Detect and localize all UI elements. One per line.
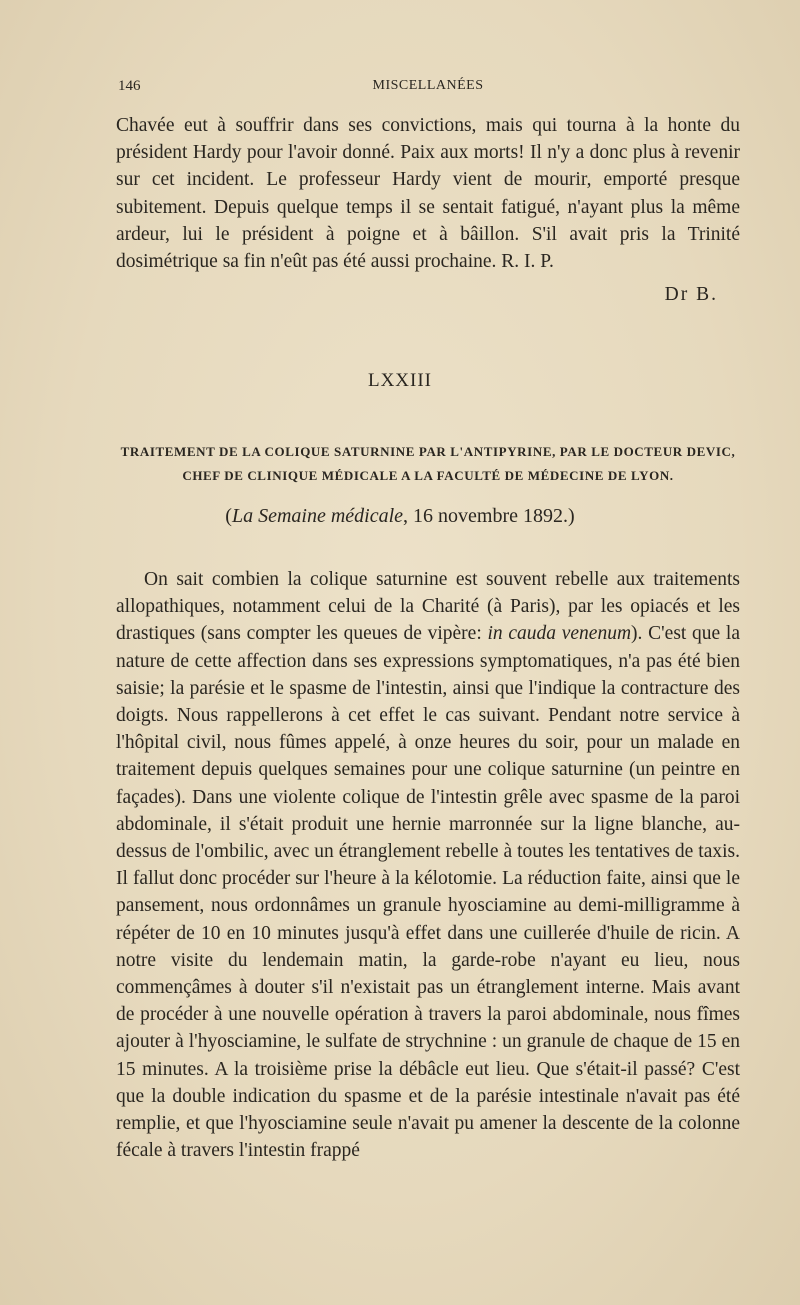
source-journal: La Semaine médicale: [231, 505, 404, 527]
page-header: [118, 78, 738, 100]
source-citation: [0, 505, 800, 528]
source-date: , 16 novembre 1892.): [403, 505, 575, 527]
running-head: MISCELLANÉES: [372, 78, 484, 93]
paragraph-2-part-1: On sait combien la colique saturnine est souvent rebelle aux traitements allopathiques, notamment celui de la Charité (à Paris), par les opiacés et les drastiques (sans compter les queues de vipère:: [116, 569, 740, 645]
paragraph-2: [116, 566, 740, 1164]
article-title-line-1: TRAITEMENT DE LA COLIQUE SATURNINE PAR L'ANTIPYRINE, PAR LE DOCTEUR DEVIC,: [120, 444, 736, 459]
paragraph-2-part-2: ). C'est que la nature de cette affection dans ses expressions symptomatiques, n'a pas été bien saisie; la parésie et le spasme de l'intestin, ainsi que l'indique la contracture des doigts. Nous rappellerons à cet effet le cas suivant. Pendant notre service à l'hôpital civil, nous fûmes appelé, à onze heures du soir, pour un malade en traitement depuis quelques semaines pour une colique saturnine (un peintre en façades). Dans une violente colique de l'intestin grêle avec spasme de la paroi abdominale, il s'était produit une hernie marronnée sur la ligne blanche, au-dessus de l'ombilic, avec un étranglement rebelle à toutes les tentatives de taxis. Il fallut donc procéder sur l'heure à la kélotomie. La réduction faite, ainsi que le pansement, nous ordonnâmes un granule hyosciamine au demi-milligramme à répéter de 10 en 10 minutes jusqu'à effet dans une cuillerée d'huile de ricin. A notre visite du lendemain matin, la garde-robe n'ayant eu lieu, nous commençâmes à douter s'il n'existait pas un étranglement interne. Mais avant de procéder à une nouvelle opération à travers la paroi abdominale, nous fîmes ajouter à l'hyosciamine, le sulfate de strychnine : un granule de chaque de 15 en 15 minutes. A la troisième prise la débâcle eut lieu. Que s'était-il passé? C'est que la double indication du spasme et de la parésie intestinale n'avait pas été remplie, et que l'hyosciamine seule n'avait pu amener la descente de la colonne fécale à travers l'intestin frappé: [116, 623, 741, 1162]
section-number: LXXIII: [367, 370, 433, 391]
latin-quote: in cauda venenum: [487, 623, 632, 645]
signature: Dr B.: [664, 284, 718, 305]
article-title: [116, 440, 740, 488]
paragraph-1: Chavée eut à souffrir dans ses convictions, mais qui tourna à la honte du président Hardy pour l'avoir donné. Paix aux morts! Il n'y a donc plus à revenir sur cet incident. Le professeur Hardy vient de mourir, emporté presque subitement. Depuis quelque temps il se sentait fatigué, n'ayant plus la même ardeur, lui le président à poigne et à bâillon. S'il avait pris la Trinité dosimétrique sa fin n'eût pas été aussi prochaine. R. I. P.: [116, 115, 740, 273]
page-number: 146: [118, 78, 141, 94]
article-title-line-2: CHEF DE CLINIQUE MÉDICALE A LA FACULTÉ DE MÉDECINE DE LYON.: [182, 468, 674, 483]
source-open-paren: (: [225, 505, 232, 527]
